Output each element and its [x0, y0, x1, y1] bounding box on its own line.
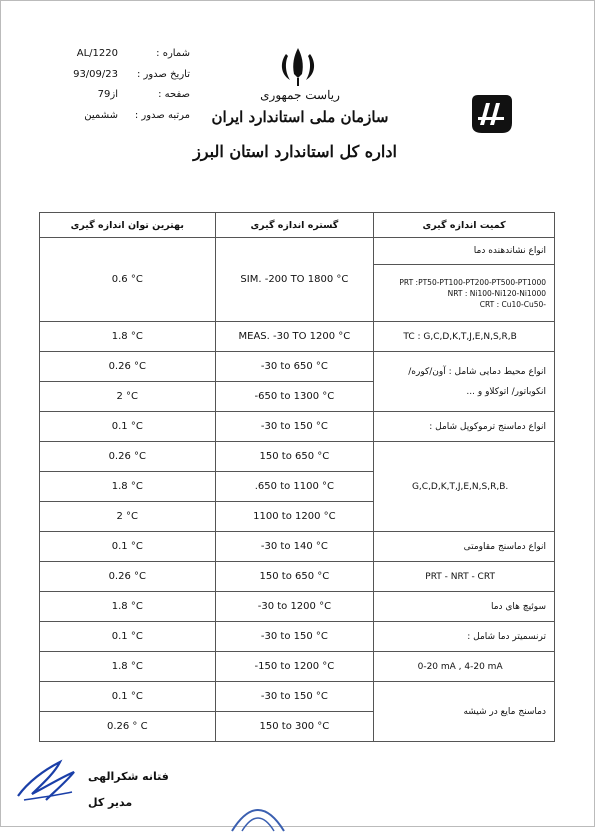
- table-row: [40, 322, 555, 352]
- meta-date-row: [40, 65, 190, 86]
- isiri-logo-icon: [466, 91, 516, 137]
- cell-range: -30 to 1200 °C: [215, 592, 374, 622]
- cell-range: SIM. -200 TO 1800 °C: [215, 238, 374, 322]
- table-row: [40, 442, 555, 472]
- official-stamp-mark: [228, 795, 288, 835]
- cell-best: 1.8 °C: [40, 592, 216, 622]
- cell-quantity: انواع دماسنج مقاومتی: [374, 532, 555, 562]
- iran-emblem-icon: [270, 44, 326, 90]
- meta-page-row: [40, 85, 190, 106]
- table-row: [40, 352, 555, 382]
- cell-range: -30 to 650 °C: [215, 352, 374, 382]
- cell-range: 1100 to 1200 °C: [215, 502, 374, 532]
- cell-best: 0.6 °C: [40, 238, 216, 322]
- cell-quantity: G,C,D,K,T,J,E,N,S,R,B.: [374, 442, 555, 532]
- meta-page-label: صفحه :: [158, 89, 190, 100]
- table-row: [40, 652, 555, 682]
- cell-quantity: TC : G,C,D,K,T,J,E,N,S,R,B: [374, 322, 555, 352]
- cell-range: 150 to 650 °C: [215, 562, 374, 592]
- cell-quantity: ترنسمیتر دما شامل :: [374, 622, 555, 652]
- signer-name: فتانه شکرالهی: [88, 770, 169, 783]
- cell-best: 0.26 ° C: [40, 712, 216, 742]
- cell-best: 0.1 °C: [40, 682, 216, 712]
- table-row: [40, 682, 555, 712]
- cell-best: 0.1 °C: [40, 532, 216, 562]
- cell-best: 0.26 °C: [40, 442, 216, 472]
- table-row: [40, 562, 555, 592]
- header-best-capability: بهترین توان اندازه گیری: [40, 213, 216, 238]
- cell-quantity: انواع محیط دمایی شامل : آون/کوره/ انکوباتور/ اتوکلاو و ...: [374, 352, 555, 412]
- header-organization: سازمان ملی استاندارد ایران: [211, 108, 389, 126]
- cell-best: 0.26 °C: [40, 562, 216, 592]
- cell-range: -30 to 150 °C: [215, 412, 374, 442]
- meta-date-label: تاریخ صدور :: [136, 68, 190, 80]
- cell-range: 150 to 300 °C: [215, 712, 374, 742]
- header-quantity: کمیت اندازه گیری: [374, 213, 555, 238]
- cell-range: -150 to 1200 °C: [215, 652, 374, 682]
- cell-best: 1.8 °C: [40, 472, 216, 502]
- cell-best: 2 °C: [40, 502, 216, 532]
- cell-best: 0.1 °C: [40, 412, 216, 442]
- cell-best: 0.1 °C: [40, 622, 216, 652]
- cell-best: 1.8 °C: [40, 322, 216, 352]
- cell-quantity: انواع دماسنج ترموکوپل شامل :: [374, 412, 555, 442]
- meta-page-value: 7از9: [97, 89, 118, 100]
- cell-range: -30 to 140 °C: [215, 532, 374, 562]
- table-row: [40, 238, 555, 265]
- scope-table: [39, 212, 555, 742]
- cell-quantity-detail: PRT :PT50-PT100-PT200-PT500-PT1000 NRT : Ni100-Ni120-Ni1000 CRT : Cu10-Cu50-: [374, 265, 555, 322]
- meta-number-row: [40, 44, 190, 65]
- header-presidency: ریاست جمهوری: [260, 88, 340, 102]
- meta-issue-value: ششمین: [84, 109, 118, 121]
- meta-number-value: AL/1220: [76, 48, 118, 59]
- cell-quantity: انواع نشاندهنده دما: [374, 238, 555, 265]
- cell-range: -30 to 150 °C: [215, 682, 374, 712]
- table-row: [40, 532, 555, 562]
- table-header-row: [40, 213, 555, 238]
- signer-title: مدیر کل: [88, 796, 133, 809]
- cell-best: 0.26 °C: [40, 352, 216, 382]
- cell-best: 1.8 °C: [40, 652, 216, 682]
- cell-range: -30 to 150 °C: [215, 622, 374, 652]
- table-row: [40, 592, 555, 622]
- cell-quantity: PRT - NRT - CRT: [374, 562, 555, 592]
- meta-number-label: شماره :: [156, 48, 190, 59]
- cell-quantity: سوئیچ های دما: [374, 592, 555, 622]
- cell-range: .650 to 1100 °C: [215, 472, 374, 502]
- header-directorate: اداره کل استاندارد استان البرز: [193, 142, 397, 161]
- table-row: [40, 412, 555, 442]
- signature-mark: [14, 752, 94, 807]
- header-range: گستره اندازه گیری: [215, 213, 374, 238]
- meta-date-value: 93/09/23: [73, 68, 118, 80]
- cell-range: MEAS. -30 TO 1200 °C: [215, 322, 374, 352]
- table-row: [40, 622, 555, 652]
- cell-quantity: دماسنج مایع در شیشه: [374, 682, 555, 742]
- cell-best: 2 °C: [40, 382, 216, 412]
- cell-quantity: 0-20 mA , 4-20 mA: [374, 652, 555, 682]
- meta-issue-label: مرتبه صدور :: [134, 109, 190, 121]
- cell-range: 150 to 650 °C: [215, 442, 374, 472]
- cell-range: -650 to 1300 °C: [215, 382, 374, 412]
